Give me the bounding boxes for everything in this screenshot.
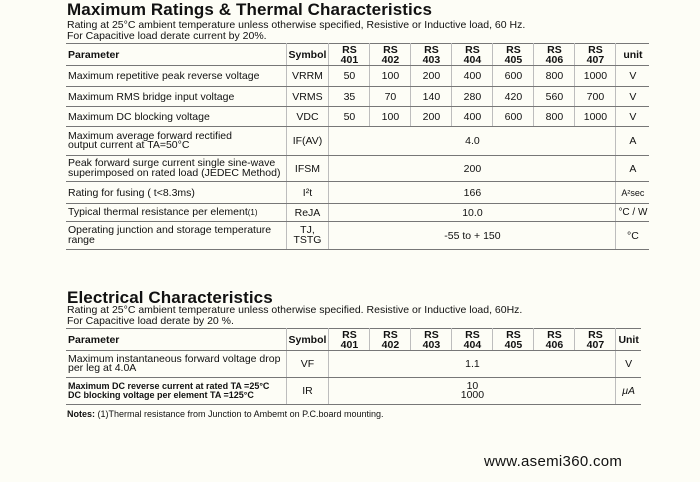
row-value: -55 to + 150 [329, 222, 616, 250]
model-number: 402 [381, 53, 400, 66]
row-symbol: VDC [286, 107, 329, 127]
symbol-line1: TJ, [300, 224, 315, 236]
notes-label: Notes: [67, 409, 96, 419]
row-unit: V [616, 351, 641, 378]
model-number: 401 [340, 53, 359, 66]
model-number: 405 [504, 53, 523, 66]
row-symbol: ReJA [286, 204, 329, 222]
website-url: www.asemi360.com [484, 453, 623, 470]
param-line1: Maximum DC reverse current at rated TA =25°C [68, 380, 270, 391]
row-value: 35 [329, 87, 370, 107]
header-symbol: Symbol [286, 329, 329, 351]
table-row [66, 204, 649, 222]
row-value: 100 [370, 107, 411, 127]
header-model [411, 44, 452, 66]
row-value: 280 [452, 87, 493, 107]
model-number: 404 [463, 338, 482, 351]
param-line1: Peak forward surge current single sine-wave [68, 157, 276, 169]
row-value: 420 [493, 87, 534, 107]
model-number: 406 [545, 53, 564, 66]
header-parameter: Parameter [66, 329, 286, 351]
row-value: 200 [411, 66, 452, 87]
table-row [66, 378, 641, 405]
model-prefix: RS [588, 328, 603, 341]
header-model [411, 329, 452, 351]
header-parameter: Parameter [66, 44, 286, 66]
section1-subtitle1: Rating at 25°C ambient temperature unless otherwise specified, Resistive or Inductive load, 60 Hz. [67, 19, 526, 31]
table-row [66, 107, 649, 127]
row-unit: μA [616, 378, 641, 405]
model-number: 403 [422, 53, 441, 66]
model-number: 401 [340, 338, 359, 351]
row-value: 1000 [575, 66, 616, 87]
param-line2: range [68, 233, 95, 246]
row-value: 10.0 [329, 204, 616, 222]
row-value: 700 [575, 87, 616, 107]
table-row [66, 66, 649, 87]
row-unit: °C / W [616, 204, 650, 222]
row-unit: °C [616, 222, 650, 250]
table-row [66, 87, 649, 107]
table-row [66, 351, 641, 378]
section2-subtitle1: Rating at 25°C ambient temperature unless otherwise specified. Resistive or Inductive load, 60Hz. [67, 304, 523, 316]
model-number: 403 [422, 338, 441, 351]
row-unit: A [616, 156, 650, 182]
model-number: 402 [381, 338, 400, 351]
section2-subtitle2: For Capacitive load derate by 20 %. [67, 315, 234, 327]
row-symbol: IFSM [286, 156, 329, 182]
param-line2: output current at TA=50°C [68, 139, 190, 151]
row-value: 400 [452, 107, 493, 127]
row-parameter: Maximum RMS bridge input voltage [66, 87, 286, 107]
header-model [452, 44, 493, 66]
row-symbol: VF [286, 351, 329, 378]
ratings-header-row [66, 44, 649, 66]
param-line2: DC blocking voltage per element TA =125°C [68, 390, 254, 400]
row-value: 600 [493, 66, 534, 87]
model-prefix: RS [588, 43, 603, 56]
model-prefix: RS [383, 43, 398, 56]
ratings-table [66, 43, 649, 250]
row-unit: A [616, 127, 650, 156]
model-number: 406 [545, 338, 564, 351]
row-parameter: Maximum DC blocking voltage [66, 107, 286, 127]
header-model [452, 329, 493, 351]
row-unit: V [616, 66, 650, 87]
header-model [575, 329, 616, 351]
row-symbol: IR [286, 378, 329, 405]
model-prefix: RS [506, 43, 521, 56]
model-number: 404 [463, 53, 482, 66]
row-symbol: I²t [286, 182, 329, 204]
table-row [66, 127, 649, 156]
model-prefix: RS [424, 328, 439, 341]
notes-text: (1)Thermal resistance from Junction to Ambemt on P.C.board mounting. [95, 409, 384, 419]
model-prefix: RS [547, 43, 562, 56]
row-symbol: IF(AV) [286, 127, 329, 156]
model-number: 407 [586, 338, 605, 351]
row-parameter [66, 222, 286, 250]
header-model [534, 44, 575, 66]
header-model [534, 329, 575, 351]
row-unit: A²sec [616, 182, 650, 204]
table-row [66, 222, 649, 250]
row-value: 800 [534, 107, 575, 127]
model-number: 405 [504, 338, 523, 351]
row-parameter [66, 378, 286, 405]
symbol-line2: TSTG [293, 233, 322, 246]
model-prefix: RS [465, 328, 480, 341]
electrical-header-row [66, 329, 641, 351]
row-value: 166 [329, 182, 616, 204]
header-model [493, 44, 534, 66]
model-prefix: RS [547, 328, 562, 341]
header-model [370, 329, 411, 351]
row-value: 560 [534, 87, 575, 107]
row-parameter [66, 204, 286, 222]
header-model [329, 329, 370, 351]
row-symbol [286, 222, 329, 250]
header-model [370, 44, 411, 66]
header-symbol: Symbol [286, 44, 329, 66]
row-parameter [66, 156, 286, 182]
header-unit: unit [616, 44, 650, 66]
row-symbol: VRMS [286, 87, 329, 107]
header-model [493, 329, 534, 351]
row-value: 1000 [575, 107, 616, 127]
row-value: 200 [411, 107, 452, 127]
notes [67, 409, 383, 419]
row-value: 400 [452, 66, 493, 87]
row-value: 4.0 [329, 127, 616, 156]
model-number: 407 [586, 53, 605, 66]
model-prefix: RS [424, 43, 439, 56]
param-line1: Maximum average forward rectified [68, 129, 232, 142]
header-model [329, 44, 370, 66]
row-value: 200 [329, 156, 616, 182]
row-value: 100 [370, 66, 411, 87]
param-line2: per leg at 4.0A [68, 362, 137, 374]
section2-title: Electrical Characteristics [67, 288, 273, 307]
row-value [329, 378, 616, 405]
model-prefix: RS [383, 328, 398, 341]
header-unit: Unit [616, 329, 641, 351]
header-model [575, 44, 616, 66]
row-value: 800 [534, 66, 575, 87]
model-prefix: RS [506, 328, 521, 341]
row-value: 140 [411, 87, 452, 107]
row-value: 50 [329, 107, 370, 127]
param-text: Typical thermal resistance per element [68, 206, 248, 218]
table-row [66, 156, 649, 182]
row-value: 600 [493, 107, 534, 127]
param-line2: superimposed on rated load (JEDEC Method) [68, 166, 281, 179]
row-unit: V [616, 87, 650, 107]
section1-title: Maximum Ratings & Thermal Characteristics [67, 0, 432, 19]
value-line2: 1000 [460, 389, 485, 401]
row-value: 1.1 [329, 351, 616, 378]
value-line1: 10 [466, 379, 479, 392]
model-prefix: RS [465, 43, 480, 56]
row-value: 70 [370, 87, 411, 107]
row-parameter [66, 127, 286, 156]
row-symbol: VRRM [286, 66, 329, 87]
footnote-ref: (1) [247, 208, 258, 217]
row-unit: V [616, 107, 650, 127]
row-parameter [66, 351, 286, 378]
row-parameter: Maximum repetitive peak reverse voltage [66, 66, 286, 87]
model-prefix: RS [342, 328, 357, 341]
model-prefix: RS [342, 43, 357, 56]
electrical-table [66, 328, 641, 405]
param-line1: Operating junction and storage temperature [68, 224, 272, 236]
section1-subtitle2: For Capacitive load derate current by 20%. [67, 30, 267, 42]
row-value: 50 [329, 66, 370, 87]
table-row [66, 182, 649, 204]
param-line1: Maximum instantaneous forward voltage drop [68, 352, 281, 365]
row-parameter: Rating for fusing ( t<8.3ms) [66, 182, 286, 204]
